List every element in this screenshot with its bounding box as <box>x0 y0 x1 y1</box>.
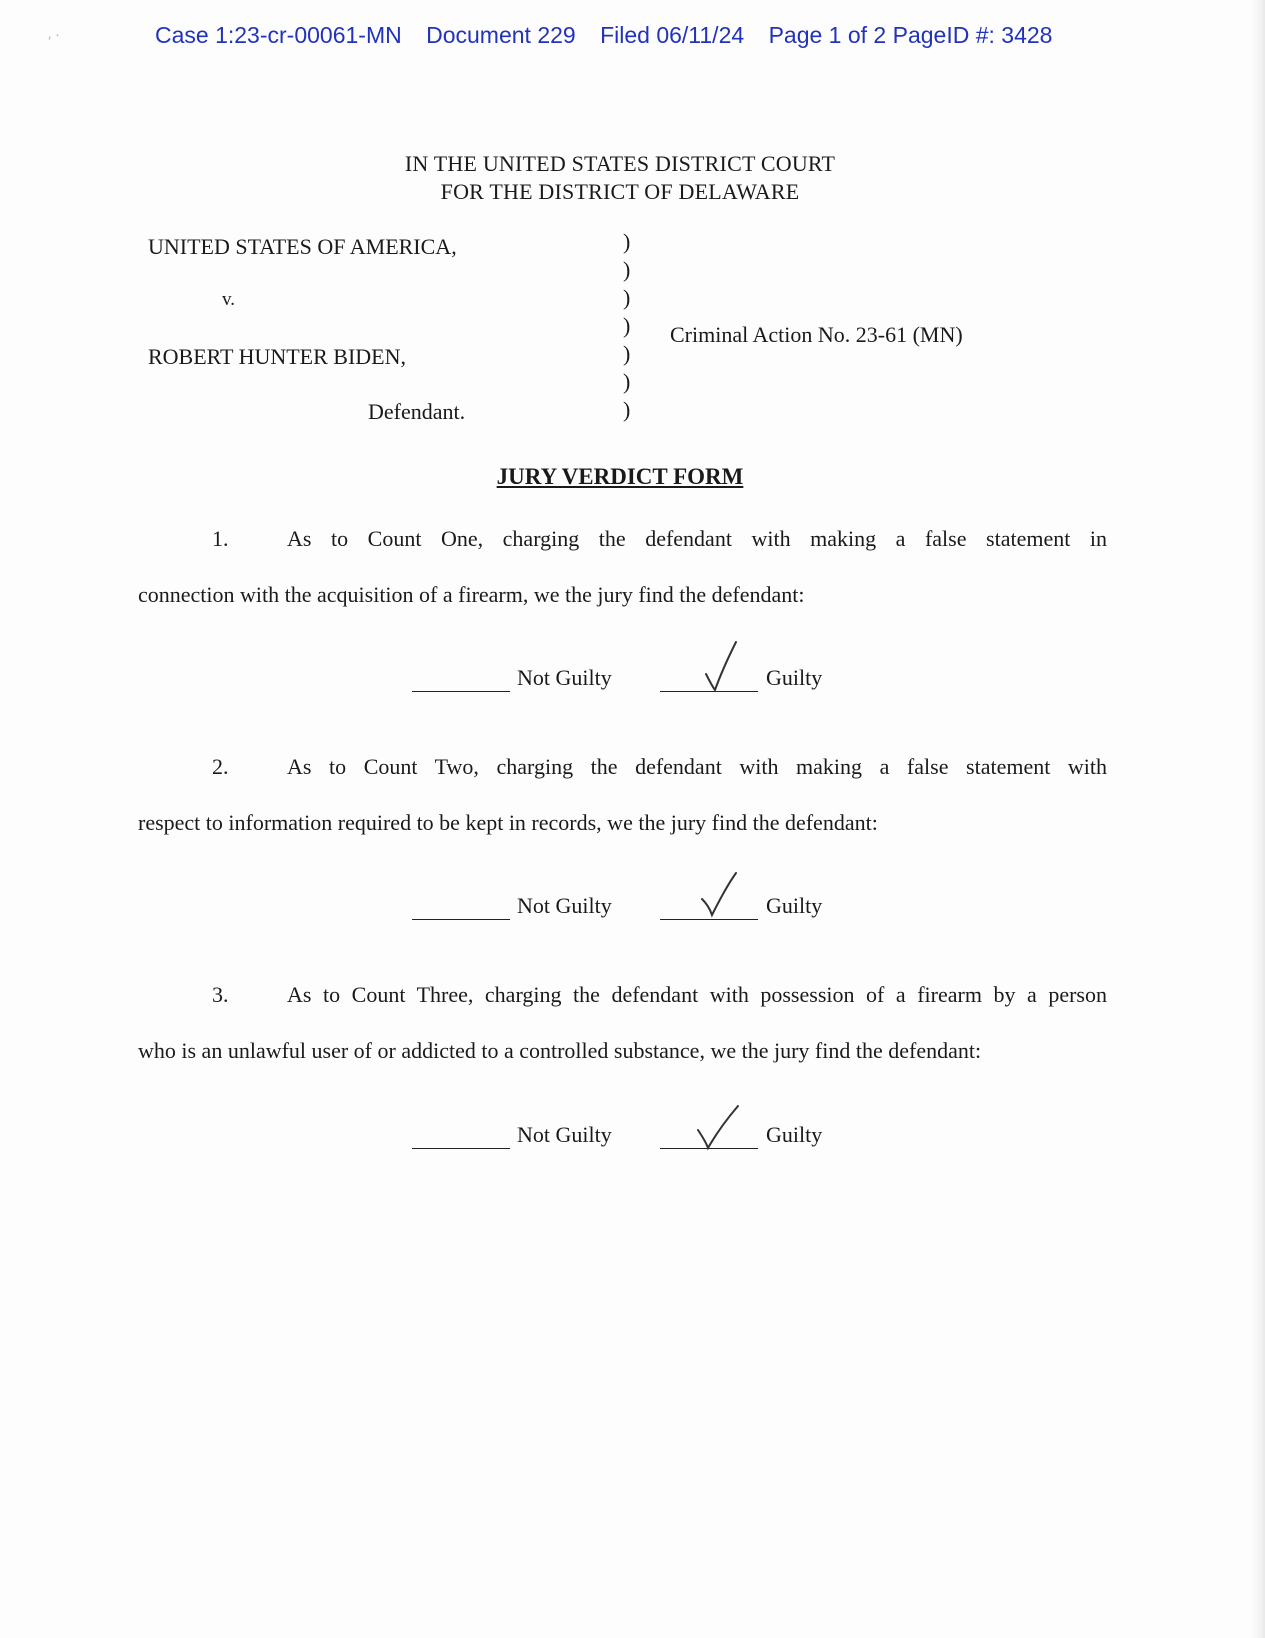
court-district: FOR THE DISTRICT OF DELAWARE <box>440 179 800 204</box>
caption-parentheses <box>623 228 630 424</box>
checkmark-icon <box>700 640 750 692</box>
not-guilty-label: Not Guilty <box>517 893 612 918</box>
checkmark-icon <box>694 1100 744 1152</box>
guilty-label: Guilty <box>766 893 823 918</box>
count-text-line1: As to Count Three, charging the defendant with possession of a firearm by a person <box>287 982 1107 1007</box>
header-case-number: Case 1:23-cr-00061-MN <box>155 22 402 48</box>
criminal-action-number: Criminal Action No. 23-61 (MN) <box>670 322 963 347</box>
count-number: 2. <box>212 754 229 779</box>
caption-versus: v. <box>222 289 236 310</box>
not-guilty-blank[interactable] <box>412 1148 510 1149</box>
count-number: 3. <box>212 982 229 1007</box>
count-text-line2: respect to information required to be kept in records, we the jury find the defendant: <box>138 810 878 835</box>
count-text-line1: As to Count One, charging the defendant with making a false statement in <box>287 526 1107 551</box>
guilty-label: Guilty <box>766 1122 823 1147</box>
court-heading <box>0 150 1240 206</box>
caption-paren: ) <box>623 369 631 394</box>
caption-paren: ) <box>623 285 631 310</box>
caption-paren: ) <box>623 229 631 254</box>
caption-defendant-role: Defendant. <box>368 399 466 424</box>
count-number: 1. <box>212 526 229 551</box>
count-text-line1: As to Count Two, charging the defendant with making a false statement with <box>287 754 1107 779</box>
not-guilty-blank[interactable] <box>412 919 510 920</box>
guilty-label: Guilty <box>766 665 823 690</box>
form-title: JURY VERDICT FORM <box>496 464 744 489</box>
count-text-line2: who is an unlawful user of or addicted to a controlled substance, we the jury find the defendant: <box>138 1038 982 1063</box>
page-edge-shadow <box>1251 0 1265 1638</box>
caption-paren: ) <box>623 313 631 338</box>
count-text-line2: connection with the acquisition of a firearm, we the jury find the defendant: <box>138 582 805 607</box>
ecf-header <box>155 22 1070 49</box>
court-name: IN THE UNITED STATES DISTRICT COURT <box>404 151 836 176</box>
caption-defendant-name: ROBERT HUNTER BIDEN, <box>148 344 406 369</box>
header-page-info: Page 1 of 2 PageID #: 3428 <box>768 22 1053 48</box>
header-filed-date: Filed 06/11/24 <box>600 22 745 48</box>
caption-plaintiff: UNITED STATES OF AMERICA, <box>148 234 457 259</box>
scan-artifact: ⸴ ⸱ <box>48 27 60 43</box>
caption-paren: ) <box>623 397 631 422</box>
not-guilty-label: Not Guilty <box>517 1122 612 1147</box>
not-guilty-label: Not Guilty <box>517 665 612 690</box>
not-guilty-blank[interactable] <box>412 691 510 692</box>
checkmark-icon <box>698 869 748 921</box>
caption-paren: ) <box>623 341 631 366</box>
header-document-number: Document 229 <box>426 22 576 48</box>
caption-paren: ) <box>623 257 631 282</box>
